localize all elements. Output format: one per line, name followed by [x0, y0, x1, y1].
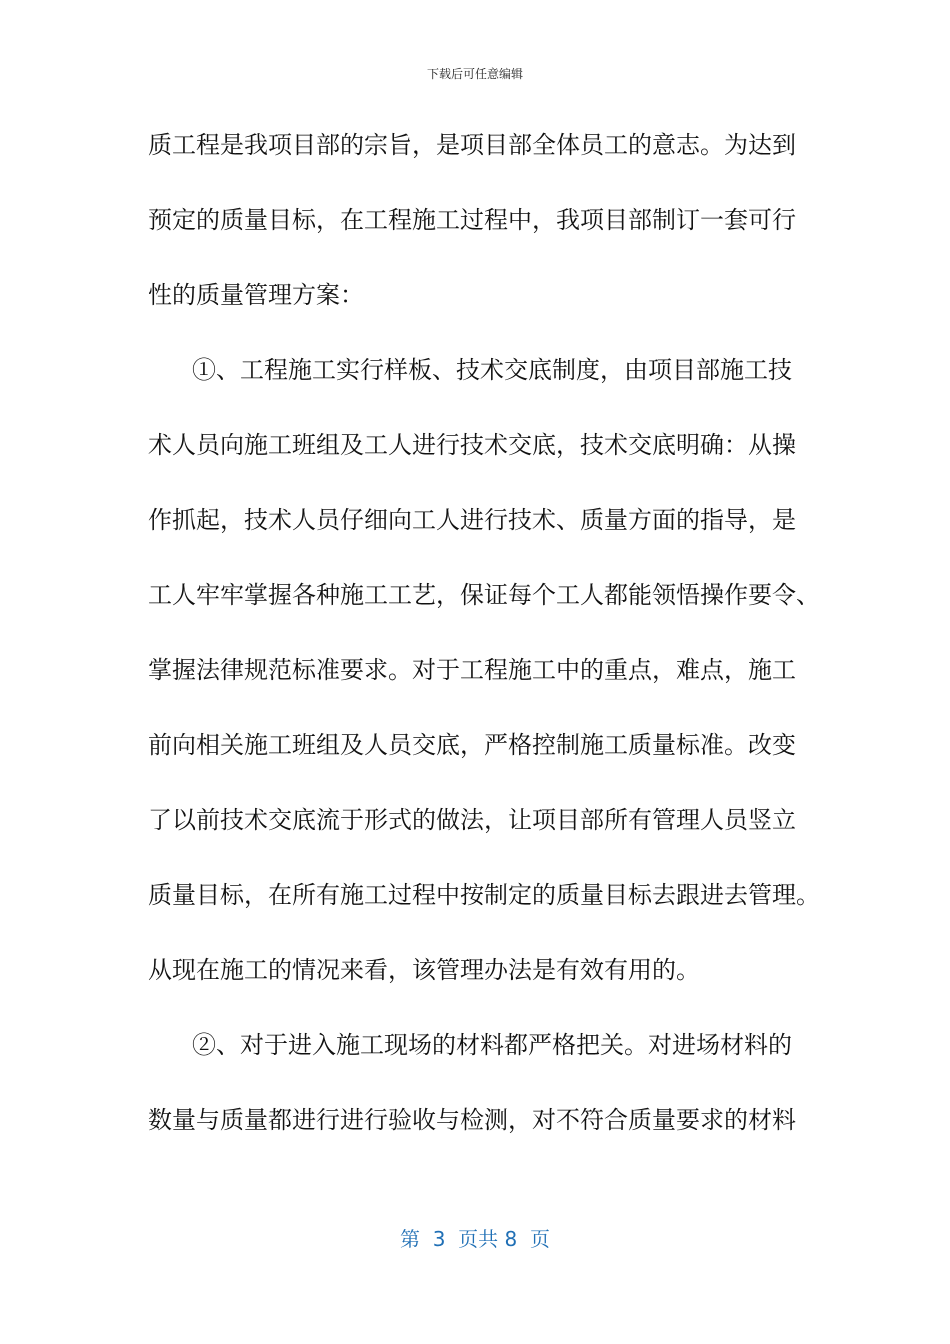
page-number-footer: 第 3 页共 8 页 [400, 1227, 550, 1251]
body-line: 作抓起，技术人员仔细向工人进行技术、质量方面的指导，是 [148, 506, 796, 534]
body-line: 前向相关施工班组及人员交底，严格控制施工质量标准。改变 [148, 731, 796, 759]
body-line: 数量与质量都进行进行验收与检测，对不符合质量要求的材料 [148, 1106, 796, 1134]
header-note: 下载后可任意编辑 [426, 67, 523, 81]
body-line: 术人员向施工班组及工人进行技术交底，技术交底明确：从操 [148, 431, 796, 459]
body-line: 从现在施工的情况来看，该管理办法是有效有用的。 [148, 956, 700, 984]
body-line: 工人牢牢掌握各种施工工艺，保证每个工人都能领悟操作要令、 [148, 581, 820, 609]
body-line: ②、对于进入施工现场的材料都严格把关。对进场材料的 [192, 1031, 792, 1059]
document-body [148, 108, 820, 1158]
body-line: 掌握法律规范标准要求。对于工程施工中的重点，难点，施工 [148, 656, 796, 684]
body-line: 了以前技术交底流于形式的做法，让项目部所有管理人员竖立 [148, 806, 796, 834]
body-line: 质工程是我项目部的宗旨，是项目部全体员工的意志。为达到 [148, 131, 796, 159]
body-line: ①、工程施工实行样板、技术交底制度，由项目部施工技 [192, 356, 792, 384]
body-line: 性的质量管理方案： [148, 281, 364, 309]
body-line: 质量目标，在所有施工过程中按制定的质量目标去跟进去管理。 [148, 881, 820, 909]
body-line: 预定的质量目标，在工程施工过程中，我项目部制订一套可行 [148, 206, 796, 234]
